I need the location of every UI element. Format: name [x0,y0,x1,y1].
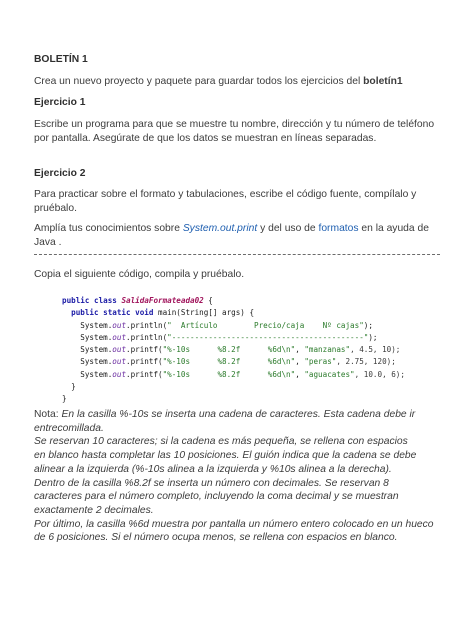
nota-label: Nota: [34,409,62,420]
code-string: "aguacates" [304,369,355,379]
code-text: , [295,357,305,367]
nota-line-10: de 6 posiciones. Si el número ocupa menos, se rellena con espacios en blanco. [34,532,398,544]
code-class-name: SalidaFormateada02 [121,296,204,305]
code-text: .printf( [126,357,163,367]
nota-line-2: entrecomillada. [34,422,104,434]
code-text: main(String[] args) { [158,308,255,318]
nota-line-9: Por último, la casilla %6d muestra por pantalla un número entero colocado en un hueco [34,518,434,530]
code-text: System. [62,320,113,330]
code-text: , [295,369,305,379]
code-line-1 [62,295,405,307]
code-text: .println( [126,332,168,342]
nota-line-8: exactamente 2 decimales. [34,504,154,516]
code-text: .println( [126,320,168,330]
nota-text: En la casilla %-10s se inserta una cadena de caracteres. Esta cadena debe ir [61,409,416,420]
code-text: System. [62,332,113,342]
code-field: out [112,332,127,342]
code-string: "manzanas" [304,345,351,355]
code-line-7 [62,369,405,381]
code-line-2 [62,307,405,319]
code-text: ); [368,332,378,342]
intro-paragraph [34,75,403,89]
code-string: " Artículo Precio/caja Nº cajas" [167,320,364,330]
document-title: BOLETÍN 1 [34,54,88,65]
code-field: out [112,345,127,355]
amplia-line-2: Java . [34,237,62,248]
code-string: "%-10s %8.2f %6d\n" [162,345,296,355]
code-field: out [112,369,127,379]
code-line-6 [62,356,405,368]
code-line-3 [62,320,405,332]
amplia-text-post: en la ayuda de [358,223,429,234]
exercise-2-line-2: pruébalo. [34,203,77,214]
code-text: ); [363,320,373,330]
intro-bold: boletín1 [363,76,403,87]
exercise-1-heading: Ejercicio 1 [34,97,86,108]
code-text: , [295,345,305,355]
exercise-2-line-1: Para practicar sobre el formato y tabulaciones, escribe el código fuente, compílalo y [34,189,417,200]
code-text: .printf( [126,345,163,355]
amplia-text: Amplía tus conocimientos sobre [34,223,183,234]
exercise-1-line-1: Escribe un programa para que se muestre tu nombre, dirección y tu número de teléfono [34,119,435,130]
nota-line-7: caracteres para el número completo, incluyendo la coma decimal y se muestran [34,491,399,503]
code-field: out [112,320,127,330]
code-numbers: , 4.5, 10); [350,345,401,355]
code-text: System. [62,369,113,379]
exercise-2-heading: Ejercicio 2 [34,168,86,179]
amplia-paragraph [34,222,429,236]
dashed-divider [34,254,440,255]
code-line-8: } [62,382,76,392]
code-line-5 [62,344,405,356]
code-text: .printf( [126,369,163,379]
code-keyword: public class [62,296,122,305]
exercise-1-line-2: por pantalla. Asegúrate de que los datos se muestran en líneas separadas. [34,133,377,144]
formatos-link[interactable]: formatos [318,223,359,234]
system-out-print-link[interactable]: System.out.print [182,223,258,234]
code-string: "------------------------------------------" [167,332,369,342]
code-numbers: , 2.75, 120); [336,357,396,367]
code-text: System. [62,357,113,367]
nota-line-3: Se reservan 10 caracteres; si la cadena es más pequeña, se rellena con espacios [34,436,408,448]
amplia-text-mid: y del uso de [257,223,319,234]
nota-line-1 [34,408,444,422]
code-keyword: public static void [62,308,159,318]
nota-block [34,408,444,545]
code-block [62,295,405,406]
code-text: System. [62,345,113,355]
code-line-4 [62,332,405,344]
code-field: out [112,357,127,367]
code-text: { [203,296,213,305]
nota-line-5: alinear a la izquierda (%-10s alinea a la izquierda y %10s alinea a la derecha). [34,463,392,475]
nota-line-4: en blanco hasta completar las 10 posiciones. El guión indica que la cadena se debe [34,450,417,462]
nota-line-6: Dentro de la casilla %8.2f se inserta un número con decimales. Se reservan 8 [34,477,389,489]
code-line-9: } [62,394,67,404]
copia-instruction: Copia el siguiente código, compila y pruébalo. [34,269,245,280]
intro-text: Crea un nuevo proyecto y paquete para guardar todos los ejercicios del [34,76,364,87]
code-string: "%-10s %8.2f %6d\n" [162,357,296,367]
code-numbers: , 10.0, 6); [354,369,405,379]
code-string: "%-10s %8.2f %6d\n" [162,369,296,379]
code-string: "peras" [304,357,337,367]
